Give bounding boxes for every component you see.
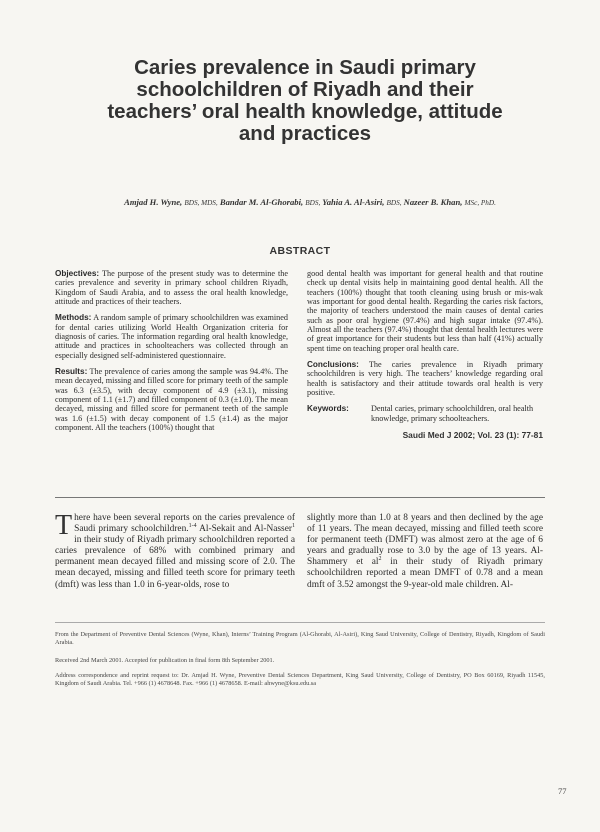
methods-label: Methods: bbox=[55, 313, 92, 323]
section-divider bbox=[55, 497, 545, 498]
title-line-3: teachers’ oral health knowledge, attitude bbox=[107, 100, 503, 123]
abstract-keywords bbox=[307, 404, 543, 423]
conclusions-text: The caries prevalence in Riyadh primary schoolchildren is very high. The teachers’ knowledge regarding oral health is satisfactory and their attitude towards oral health is very positive. bbox=[307, 360, 543, 398]
body-text: in their study of Riyadh primary schoolchildren reported a caries prevalence of 68% with combined primary and permanent mean decayed filled and missing score of 2.0. The mean decayed, missing and filled teeth score for primary teeth (dmft) was less than 1.0 in 6-year-olds, rose to bbox=[55, 535, 295, 590]
drop-cap: T bbox=[55, 510, 73, 541]
author-name: Bandar M. Al-Ghorabi, bbox=[219, 197, 304, 207]
author-name: Yahia A. Al-Asiri, bbox=[322, 197, 385, 207]
correspondence-footnote: Address correspondence and reprint request to: Dr. Amjad H. Wyne, Preventive Dental Sciences Department, King Saud University, College of Dentistry, PO Box 60169, Riyadh 11545, Kingdom of Saudi Arabia. Tel. +966 (1) 4678648. Fax. +966 (1) 4678658. E-mail: ahwyne@ksu.edu.sa bbox=[55, 672, 545, 687]
body-text: here have been several reports on the caries prevalence of Saudi primary schoolchildren. bbox=[74, 513, 295, 535]
page-number: 77 bbox=[558, 786, 567, 796]
title-line-2: schoolchildren of Riyadh and their bbox=[136, 78, 474, 101]
author-degree: BDS, bbox=[305, 199, 321, 207]
author-degree: BDS, bbox=[386, 199, 402, 207]
reference-superscript: 1 bbox=[291, 522, 295, 529]
body-right-column bbox=[307, 513, 543, 591]
objectives-label: Objectives: bbox=[55, 269, 100, 278]
keywords-label: Keywords: bbox=[307, 404, 349, 414]
results-text: The prevalence of caries among the sample was 94.4%. The mean decayed, missing and filled score for primary teeth of the sample was 6.3 (±3.5), with decay component of 4.9 (±3.1), missing component of 1.1 (±1.7) and filled component of 0.3 (±1.0). The mean decayed, missing and filled score for permanent teeth of the sample was 1.6 (±1.5) with decay component of 1.5 (±1.4) as the major component. All the teachers (100%) thought that bbox=[55, 367, 289, 433]
keywords-text: Dental caries, primary schoolchildren, oral health knowledge, primary schoolteachers. bbox=[371, 404, 534, 423]
conclusions-label: Conclusions: bbox=[307, 360, 359, 370]
abstract-heading: ABSTRACT bbox=[269, 245, 331, 257]
results-continued: good dental health was important for general health and that routine check up dental visits help in maintaining good dental health. All the teachers (100%) thought that tooth cleaning using brush or mis-wak was important for good dental health. Regarding the caries risk factors, the majority of teachers understood the main causes of dental caries such as poor oral hygiene (97.4%) and high sugar intake (97.4%). Almost all the teachers (97.4%) thought that dental health lectures were of great importance for their students but less than half (41%) actually spent time on teaching proper oral health care. bbox=[307, 269, 543, 353]
abstract-objectives bbox=[55, 269, 288, 306]
reference-superscript: 1-4 bbox=[188, 522, 197, 529]
journal-citation: Saudi Med J 2002; Vol. 23 (1): 77-81 bbox=[402, 430, 543, 441]
author-degree: BDS, MDS, bbox=[184, 199, 218, 207]
results-label: Results: bbox=[55, 367, 88, 377]
footnote-divider bbox=[55, 622, 545, 623]
body-text: in their study of Riyadh primary schoolchildren reported a mean DMFT of 0.78 and a mean dmft of 3.52 amongst the 9-year-old male children. Al- bbox=[307, 557, 543, 590]
title-line-1: Caries prevalence in Saudi primary bbox=[134, 56, 476, 79]
body-text: slightly more than 1.0 at 8 years and then declined by the age of 11 years. The mean decayed, missing and filled teeth score for permanent teeth (DMFT) was almost zero at the age of 6 years and gradually rose to 3.0 by the age of 13 years. Al-Shammery et al bbox=[307, 513, 543, 568]
author-list bbox=[40, 197, 580, 207]
objectives-text: The purpose of the present study was to determine the caries prevalence and severity in primary school children Riyadh, Kingdom of Saudi Arabia, and to assess the oral health knowledge, attitude and practices of their teachers. bbox=[55, 269, 288, 307]
abstract-left-column bbox=[55, 269, 288, 440]
body-text: Al-Sekait and Al-Nasser bbox=[196, 524, 292, 535]
body-left-column bbox=[55, 510, 295, 591]
title-line-4: and practices bbox=[238, 122, 372, 145]
affiliation-footnote: From the Department of Preventive Dental Sciences (Wyne, Khan), Interns’ Training Program (Al-Ghorabi, Al-Asiri), King Saud University, College of Dentistry, Riyadh, Kingdom of Saudi Arabia. bbox=[55, 631, 545, 646]
methods-text: A random sample of primary schoolchildren was examined for dental caries utilizing World Health Organization criteria for diagnosis of caries. The information regarding oral health knowledge, attitude and practices in schoolteachers was collected through an especially designed self-administered questionnaire. bbox=[55, 313, 288, 360]
abstract-methods bbox=[55, 313, 288, 360]
author-name: Nazeer B. Khan, bbox=[403, 197, 463, 207]
abstract-results bbox=[55, 367, 288, 432]
author-degree: MSc, PhD. bbox=[464, 199, 496, 207]
article-title bbox=[62, 57, 548, 145]
abstract-right-column bbox=[307, 269, 543, 441]
author-name: Amjad H. Wyne, bbox=[124, 197, 183, 207]
received-footnote: Received 2nd March 2001. Accepted for publication in final form 8th September 2001. bbox=[55, 657, 275, 664]
abstract-conclusions bbox=[307, 360, 543, 397]
reference-superscript: 2 bbox=[378, 556, 382, 563]
